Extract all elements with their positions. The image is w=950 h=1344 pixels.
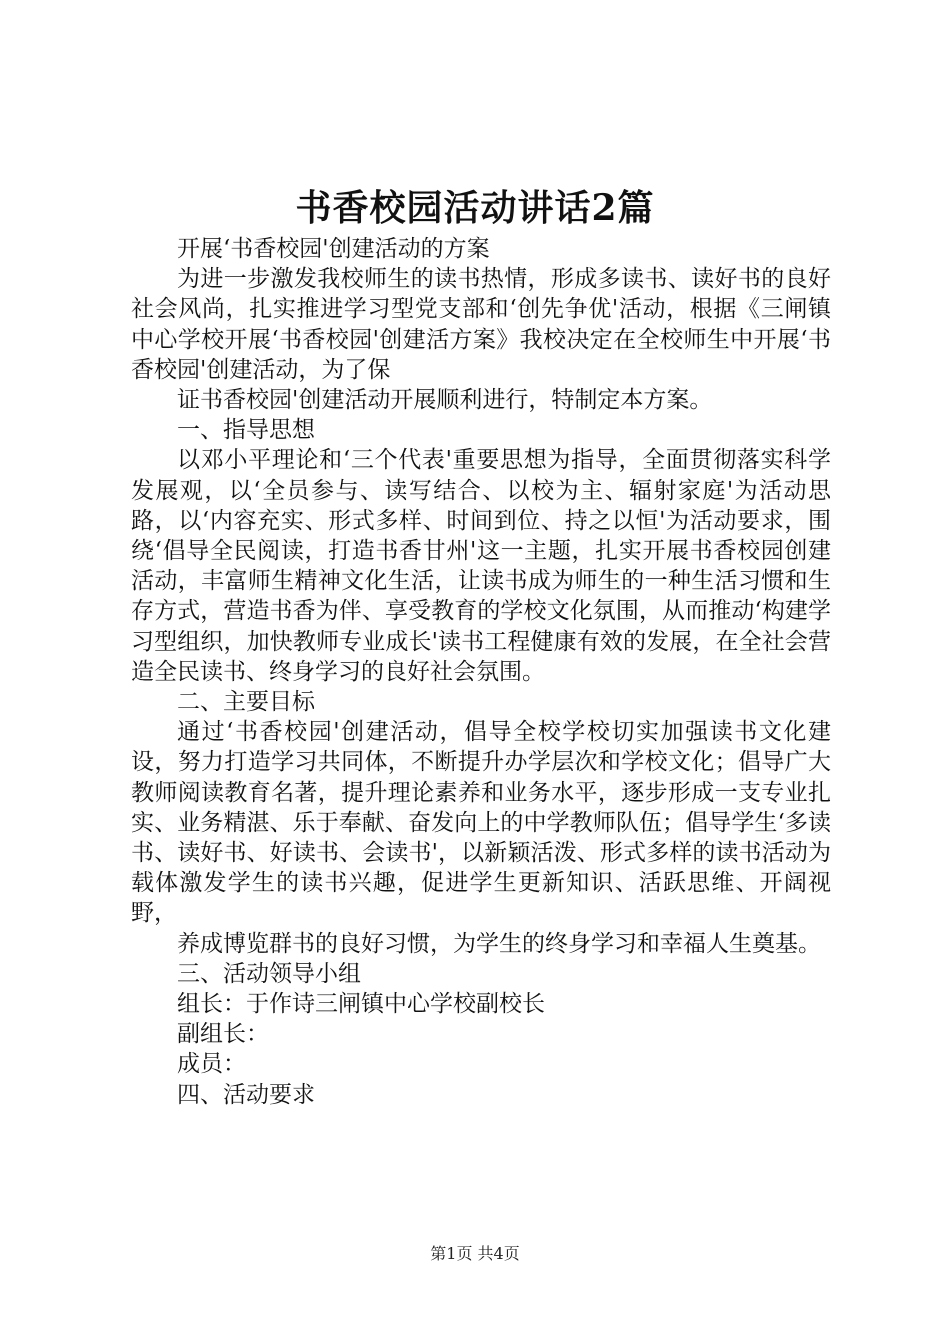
paragraph-deputy-leader: 副组长：	[177, 1021, 269, 1048]
paragraph-main-goals: 通过‘书香校园'创建活动，倡导全校学校切实加强读书文化建设，努力打造学习共同体，不断提升办学层次和学校文化；倡导广大教师阅读教育名著，提升理论素养和业务水平，逐步形成一支专业扎实、业务精湛、乐于奉献、奋发向上的中学教师队伍；倡导学生‘多读书、读好书、好读书、会读书'，以新颖活泼、形式多样的读书活动为载体激发学生的读书兴趣，促进学生更新知识、活跃思维、开阔视野，	[131, 719, 831, 927]
paragraph-intro: 为进一步激发我校师生的读书热情，形成多读书、读好书的良好社会风尚，扎实推进学习型党支部和‘创先争优'活动，根据《三闸镇中心学校开展‘书香校园'创建活方案》我校决定在全校师生中开展‘书香校园'创建活动，为了保	[131, 266, 831, 383]
page-number-footer: 第1页 共4页	[430, 1244, 520, 1263]
paragraph-plan-heading: 开展‘书香校园'创建活动的方案	[177, 236, 490, 262]
section-heading-guiding-ideology: 一、指导思想	[177, 417, 315, 444]
paragraph-guiding-ideology: 以邓小平理论和‘三个代表'重要思想为指导，全面贯彻落实科学发展观，以‘全员参与、读写结合、以校为主、辐射家庭'为活动思路，以‘内容充实、形式多样、时间到位、持之以恒'为活动要求，围绕‘倡导全民阅读，打造书香甘州'这一主题，扎实开展书香校园创建活动，丰富师生精神文化生活，让读书成为师生的一种生活习惯和生存方式，营造书香为伴、享受教育的学校文化氛围，从而推动‘构建学习型组织，加快教师专业成长'读书工程健康有效的发展，在全社会营造全民读书、终身学习的良好社会氛围。	[131, 447, 831, 685]
paragraph-group-leader: 组长：于作诗三闸镇中心学校副校长	[177, 991, 545, 1018]
document-body	[131, 234, 831, 1110]
paragraph-main-goals-continued: 养成博览群书的良好习惯，为学生的终身学习和幸福人生奠基。	[177, 930, 821, 957]
paragraph-members: 成员：	[177, 1051, 246, 1078]
section-heading-leadership-group: 三、活动领导小组	[177, 960, 361, 987]
section-heading-main-goals: 二、主要目标	[177, 689, 315, 716]
section-heading-activity-requirements: 四、活动要求	[177, 1081, 315, 1108]
paragraph-intro-continued: 证书香校园'创建活动开展顺利进行，特制定本方案。	[177, 387, 713, 414]
document-title: 书香校园活动讲话2篇	[295, 187, 655, 229]
